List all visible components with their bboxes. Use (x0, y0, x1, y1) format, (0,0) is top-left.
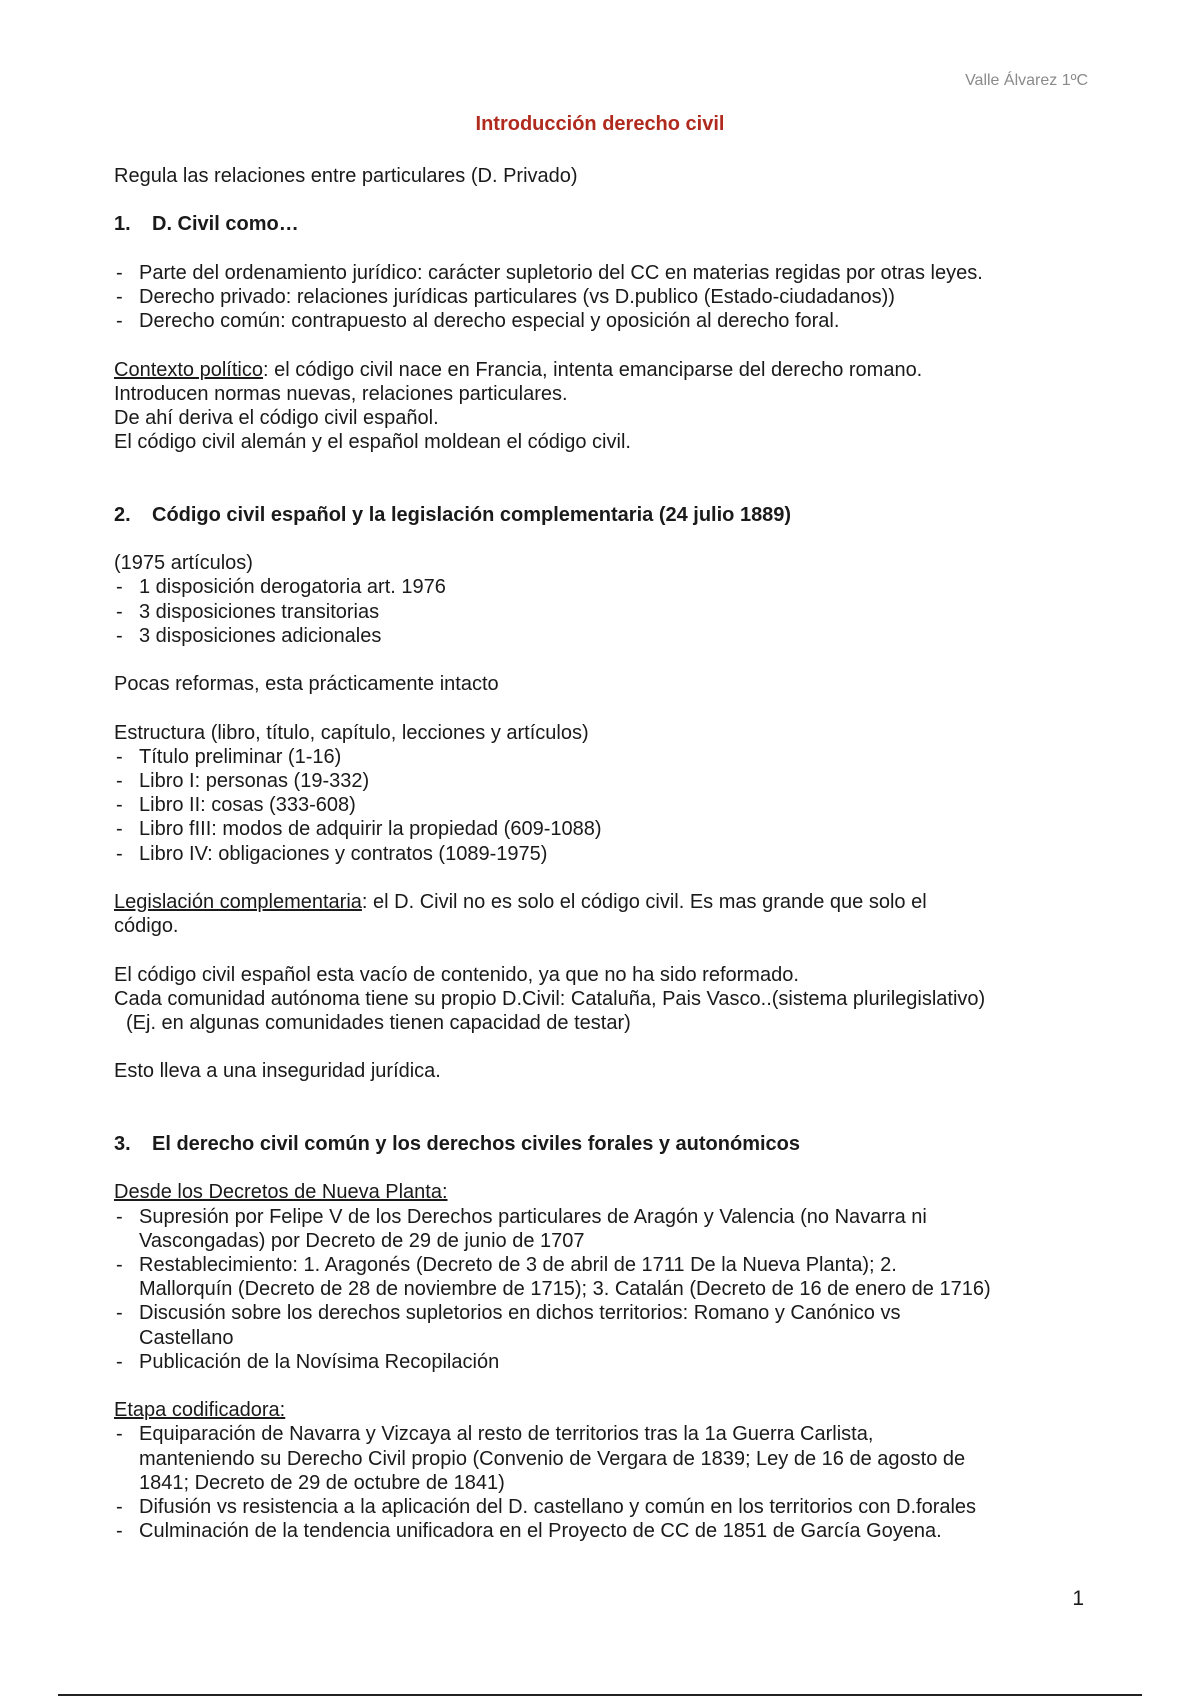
intro-text: Regula las relaciones entre particulares (D. Privado) (114, 165, 578, 187)
list-item: - Libro II: cosas (333-608) (114, 793, 1094, 817)
context-line: Introducen normas nuevas, relaciones particulares. (114, 382, 568, 405)
list-item-line: 1841; Decreto de 29 de octubre de 1841) (139, 1471, 505, 1494)
list-item (114, 1350, 1094, 1374)
legislacion-line: código. (114, 915, 179, 938)
list-item-line: - Restablecimiento: 1. Aragonés (Decreto de 3 de abril de 1711 De la Nueva Planta); 2. (139, 1253, 897, 1276)
section-2-title: Código civil español y la legislación complementaria (24 julio 1889) (152, 503, 792, 526)
page-number: 1 (1072, 1587, 1084, 1610)
context-text: : el código civil nace en Francia, intenta emanciparse del derecho romano. (262, 358, 923, 381)
section-3-number: 3. (114, 1132, 131, 1155)
estructura-text: Estructura (libro, título, capítulo, lecciones y artículos) (114, 721, 589, 744)
section-1-title: D. Civil como… (152, 213, 299, 236)
legislacion-paragraph (114, 890, 1094, 914)
comunidad-text: Cada comunidad autónoma tiene su propio D.Civil: Cataluña, Pais Vasco..(sistema plurilegislativo) (114, 987, 986, 1010)
list-item-line: Castellano (139, 1326, 234, 1349)
section-2-number: 2. (114, 503, 131, 526)
context-paragraph (114, 358, 1094, 382)
decretos-label: Desde los Decretos de Nueva Planta: (114, 1181, 448, 1204)
list-item-line: - Equiparación de Navarra y Vizcaya al resto de territorios tras la 1a Guerra Carlista, (139, 1423, 874, 1446)
list-item-line: - Discusión sobre los derechos supletorios en dichos territorios: Romano y Canónico vs (139, 1302, 901, 1325)
context-line: El código civil alemán y el español moldean el código civil. (114, 431, 631, 454)
list-item-line: - Culminación de la tendencia unificadora en el Proyecto de CC de 1851 de García Goyena. (139, 1520, 942, 1543)
etapa-label: Etapa codificadora: (114, 1399, 286, 1422)
list-item (114, 1253, 1094, 1301)
legislacion-label: Legislación complementaria (114, 890, 362, 913)
list-item: - Libro I: personas (19-332) (114, 769, 1094, 793)
list-item: - Libro IV: obligaciones y contratos (1089-1975) (114, 842, 1094, 866)
document-body (114, 164, 1094, 1543)
list-item-line: Vascongadas) por Decreto de 29 de junio de 1707 (139, 1229, 585, 1252)
list-item-line: manteniendo su Derecho Civil propio (Convenio de Vergara de 1839; Ley de 16 de agosto de (139, 1447, 966, 1470)
ejemplo-text: (Ej. en algunas comunidades tienen capacidad de testar) (126, 1011, 631, 1034)
list-item: - Derecho privado: relaciones jurídicas particulares (vs D.publico (Estado-ciudadanos)) (114, 285, 1094, 309)
list-item: - 3 disposiciones adicionales (114, 624, 1094, 648)
list-item: - 3 disposiciones transitorias (114, 600, 1094, 624)
context-line: De ahí deriva el código civil español. (114, 406, 439, 429)
context-label: Contexto político (114, 358, 263, 381)
list-item: - Título preliminar (1-16) (114, 745, 1094, 769)
list-item: - Parte del ordenamiento jurídico: carácter supletorio del CC en materias regidas por otras leyes. (114, 261, 1094, 285)
section-1-number: 1. (114, 213, 131, 236)
list-item (114, 1519, 1094, 1543)
section-3-title: El derecho civil común y los derechos civiles forales y autonómicos (152, 1132, 801, 1155)
list-item (114, 1301, 1094, 1349)
list-item-line: - Difusión vs resistencia a la aplicación del D. castellano y común en los territorios con D.forales (139, 1495, 977, 1518)
section-2-heading (114, 503, 1094, 527)
section-3-heading (114, 1132, 1094, 1156)
articles-count: (1975 artículos) (114, 552, 253, 575)
list-item-line: - Publicación de la Novísima Recopilación (139, 1350, 500, 1373)
document-title: Introducción derecho civil (475, 113, 725, 135)
section-1-heading (114, 212, 1094, 236)
list-item (114, 1422, 1094, 1495)
list-item (114, 1495, 1094, 1519)
list-item: - Libro fIII: modos de adquirir la propiedad (609-1088) (114, 817, 1094, 841)
list-item: - Derecho común: contrapuesto al derecho especial y oposición al derecho foral. (114, 309, 1094, 333)
list-item: - 1 disposición derogatoria art. 1976 (114, 575, 1094, 599)
legislacion-text: : el D. Civil no es solo el código civil. Es mas grande que solo el (361, 890, 927, 913)
reformas-text: Pocas reformas, esta prácticamente intacto (114, 673, 499, 696)
inseguridad-text: Esto lleva a una inseguridad jurídica. (114, 1060, 441, 1083)
vacio-text: El código civil español esta vacío de contenido, ya que no ha sido reformado. (114, 963, 799, 986)
footer-rule (58, 1694, 1142, 1696)
list-item-line: - Supresión por Felipe V de los Derechos particulares de Aragón y Valencia (no Navarra ni (139, 1205, 927, 1228)
list-item-line: Mallorquín (Decreto de 28 de noviembre de 1715); 3. Catalán (Decreto de 16 de enero de 1716) (139, 1278, 991, 1301)
author-label: Valle Álvarez 1ºC (965, 72, 1088, 89)
list-item (114, 1205, 1094, 1253)
